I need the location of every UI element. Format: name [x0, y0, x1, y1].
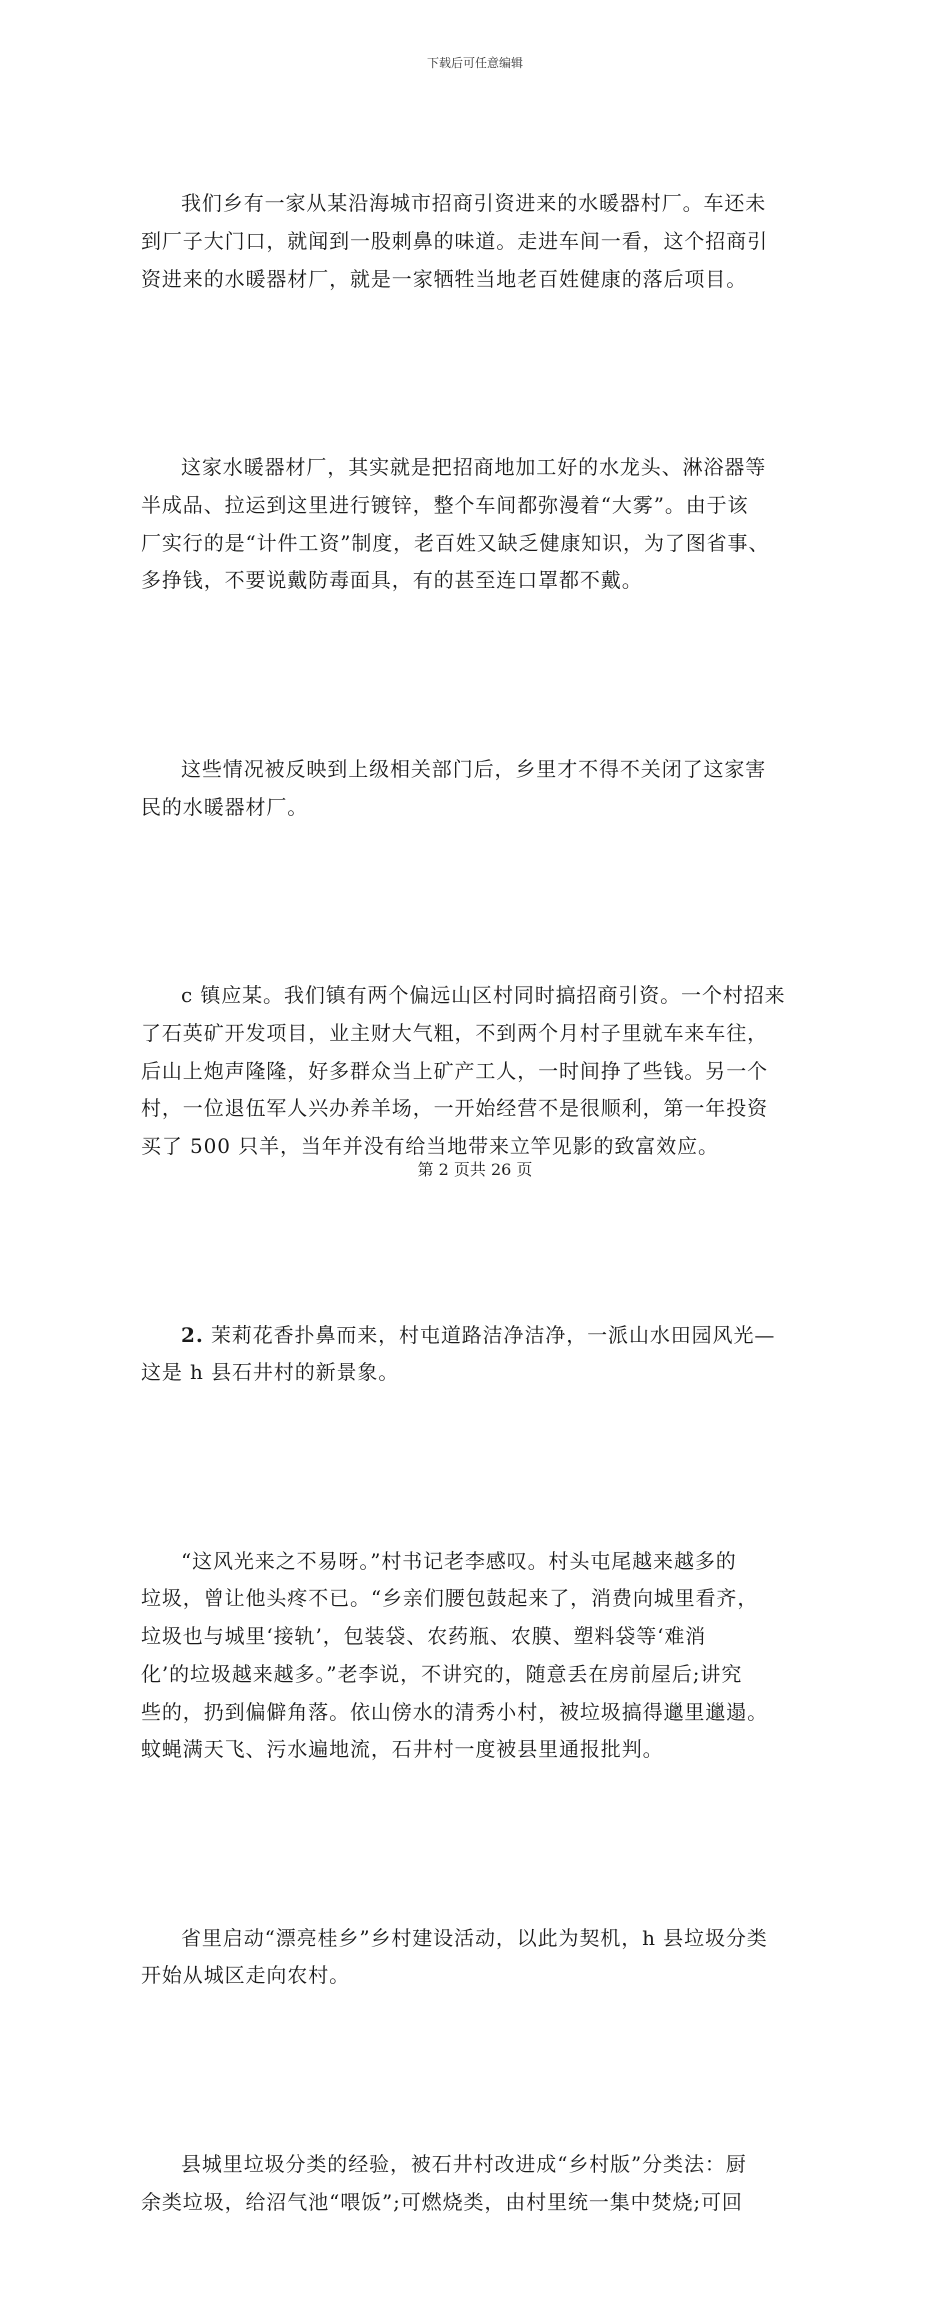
text-line: 后山上炮声隆隆，好多群众当上矿产工人，一时间挣了些钱。另一个: [141, 1058, 768, 1083]
paragraph-8: [141, 2071, 813, 2297]
text-line: 开始从城区走向农村。: [141, 1963, 350, 1988]
text-line: 资进来的水暖器材厂，就是一家牺牲当地老百姓健康的落后项目。: [141, 266, 748, 291]
text-line: 多挣钱，不要说戴防毒面具，有的甚至连口罩都不戴。: [141, 568, 643, 593]
text-line: “这风光来之不易呀。”村书记老李感叹。村头屯尾越来越多的: [181, 1548, 737, 1573]
text-line: 余类垃圾，给沼气池“喂饭”;可燃烧类，由村里统一集中焚烧;可回: [141, 2189, 743, 2214]
document-body: [141, 110, 813, 2297]
text-line: c 镇应某。我们镇有两个偏远山区村同时搞招商引资。一个村招来: [181, 983, 786, 1008]
list-number: 2.: [181, 1322, 204, 1347]
text-line: 到厂子大门口，就闻到一股刺鼻的味道。走进车间一看，这个招商引: [141, 229, 768, 254]
paragraph-6: [141, 1467, 813, 1844]
text-line: 垃圾也与城里‘接轨’，包装袋、农药瓶、农膜、塑料袋等‘难消: [141, 1624, 707, 1649]
paragraph-3: [141, 676, 813, 902]
text-line: 垃圾，曾让他头疼不已。“乡亲们腰包鼓起来了，消费向城里看齐，: [141, 1586, 759, 1611]
text-line: 县城里垃圾分类的经验，被石井村改进成“乡村版”分类法：厨: [181, 2151, 747, 2176]
paragraph-7: [141, 1844, 813, 2070]
paragraph-2: [141, 374, 813, 676]
page-header: 下载后可任意编辑: [426, 56, 523, 70]
text-line: 民的水暖器材厂。: [141, 794, 309, 819]
text-line: 这家水暖器材厂，其实就是把招商地加工好的水龙头、淋浴器等: [181, 455, 767, 480]
text-line: 了石英矿开发项目，业主财大气粗，不到两个月村子里就车来车往，: [141, 1020, 768, 1045]
text-line-content: 茉莉花香扑鼻而来，村屯道路洁净洁净，一派山水田园风光—: [203, 1322, 776, 1347]
text-line: 化’的垃圾越来越多。”老李说，不讲究的，随意丢在房前屋后;讲究: [141, 1661, 743, 1686]
text-line: 这是 h 县石井村的新景象。: [141, 1360, 400, 1385]
text-line: 我们乡有一家从某沿海城市招商引资进来的水暖器村厂。车还未: [181, 191, 767, 216]
text-line: 这些情况被反映到上级相关部门后，乡里才不得不关闭了这家害: [181, 756, 767, 781]
text-line: 蚊蝇满天飞、污水遍地流，石井村一度被县里通报批判。: [141, 1737, 664, 1762]
text-line: 买了 500 只羊，当年并没有给当地带来立竿见影的致富效应。: [141, 1133, 719, 1158]
text-line: 省里启动“漂亮桂乡”乡村建设活动，以此为契机，h 县垃圾分类: [181, 1925, 768, 1950]
paragraph-1: [141, 110, 813, 374]
text-line: 些的，扔到偏僻角落。依山傍水的清秀小村，被垃圾搞得邋里邋遢。: [141, 1699, 768, 1724]
text-line: 村，一位退伍军人兴办养羊场，一开始经营不是很顺利，第一年投资: [141, 1096, 768, 1121]
text-line: 半成品、拉运到这里进行镀锌，整个车间都弥漫着“大雾”。由于该: [141, 493, 749, 518]
paragraph-4: [141, 902, 813, 1241]
text-line: 厂实行的是“计件工资”制度，老百姓又缺乏健康知识，为了图省事、: [141, 530, 770, 555]
text-line: [141, 1317, 813, 1355]
paragraph-5: [141, 1241, 813, 1467]
page-number: 第 2 页共 26 页: [417, 1160, 533, 1179]
